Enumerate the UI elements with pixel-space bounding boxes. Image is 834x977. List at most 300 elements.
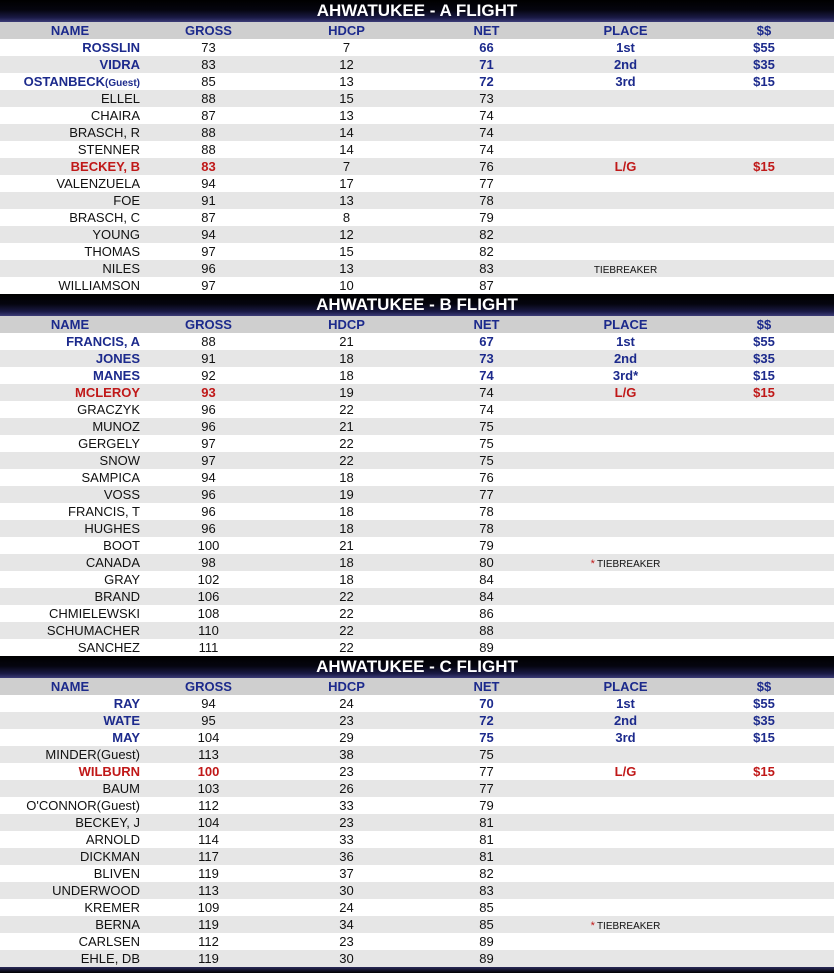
player-name — [0, 639, 140, 656]
gross-score: 100 — [197, 764, 220, 779]
table-row — [0, 695, 834, 712]
handicap: 7 — [342, 40, 351, 55]
net-score: 76 — [479, 159, 494, 174]
column-header-net: NET — [473, 317, 500, 332]
place — [557, 175, 694, 192]
prize-money: $35 — [753, 57, 775, 72]
column-header-gross: GROSS — [185, 317, 232, 332]
table-row — [0, 418, 834, 435]
player-name — [0, 73, 140, 90]
gross-score: 98 — [201, 555, 216, 570]
place: L/G — [614, 385, 637, 400]
prize-money — [694, 537, 834, 554]
handicap: 23 — [339, 934, 354, 949]
column-header-hdcp: HDCP — [328, 23, 365, 38]
table-row — [0, 469, 834, 486]
prize-money: $55 — [753, 334, 775, 349]
place: 2nd — [613, 713, 638, 728]
flight-section — [0, 656, 834, 967]
place: 3rd — [615, 74, 636, 89]
column-header-place: PLACE — [603, 23, 648, 38]
handicap: 12 — [339, 57, 354, 72]
prize-money — [694, 639, 834, 656]
net-score: 83 — [479, 261, 494, 276]
net-score: 75 — [479, 453, 494, 468]
player-name — [0, 384, 140, 401]
flight-section — [0, 0, 834, 294]
gross-score: 104 — [197, 730, 220, 745]
player-name-text: MINDER(Guest) — [45, 747, 140, 762]
net-score: 85 — [479, 917, 494, 932]
gross-score: 83 — [201, 57, 216, 72]
place: 3rd — [615, 730, 636, 745]
bottom-divider — [0, 967, 834, 973]
handicap: 30 — [339, 883, 354, 898]
gross-score: 94 — [201, 470, 216, 485]
gross-score: 106 — [197, 589, 220, 604]
prize-money — [694, 469, 834, 486]
handicap: 23 — [339, 713, 354, 728]
place — [557, 950, 694, 967]
place — [557, 226, 694, 243]
handicap: 24 — [339, 900, 354, 915]
flight-title: AHWATUKEE - B FLIGHT — [0, 294, 834, 316]
prize-money — [694, 554, 834, 571]
prize-money: $15 — [753, 764, 775, 779]
prize-money — [694, 882, 834, 899]
handicap: 21 — [339, 334, 354, 349]
net-score: 77 — [479, 487, 494, 502]
player-name — [0, 277, 140, 294]
place — [557, 639, 694, 656]
prize-money: $55 — [753, 40, 775, 55]
net-score: 85 — [479, 900, 494, 915]
player-name — [0, 746, 140, 763]
net-score: 88 — [479, 623, 494, 638]
flight-title: AHWATUKEE - A FLIGHT — [0, 0, 834, 22]
gross-score: 88 — [201, 334, 216, 349]
prize-money — [694, 746, 834, 763]
player-name — [0, 950, 140, 967]
player-name-text: SNOW — [99, 453, 140, 468]
player-name-text: FOE — [113, 193, 140, 208]
player-name-text: MAY — [112, 730, 140, 745]
net-score: 79 — [479, 538, 494, 553]
table-row — [0, 56, 834, 73]
table-row — [0, 435, 834, 452]
player-name-text: CHAIRA — [90, 108, 140, 123]
place — [557, 277, 694, 294]
player-name-text: CARLSEN — [78, 934, 140, 949]
prize-money — [694, 605, 834, 622]
gross-score: 83 — [201, 159, 216, 174]
player-name-text: BECKEY, B — [70, 159, 140, 174]
place: 2nd — [613, 57, 638, 72]
player-name — [0, 588, 140, 605]
asterisk-mark: * — [590, 920, 595, 932]
player-name — [0, 831, 140, 848]
player-name-text: VALENZUELA — [56, 176, 140, 191]
prize-money — [694, 124, 834, 141]
column-header-hdcp: HDCP — [328, 317, 365, 332]
table-row — [0, 367, 834, 384]
handicap: 22 — [339, 402, 354, 417]
table-row — [0, 933, 834, 950]
player-name-text: DICKMAN — [80, 849, 140, 864]
place: L/G — [614, 764, 637, 779]
table-row — [0, 622, 834, 639]
player-name-text: BAUM — [102, 781, 140, 796]
prize-money — [694, 209, 834, 226]
player-name — [0, 537, 140, 554]
net-score: 72 — [479, 74, 494, 89]
player-name — [0, 226, 140, 243]
handicap: 8 — [342, 210, 351, 225]
net-score: 75 — [479, 436, 494, 451]
player-name-text: SCHUMACHER — [46, 623, 140, 638]
net-score: 82 — [479, 227, 494, 242]
player-name — [0, 763, 140, 780]
place — [557, 622, 694, 639]
column-header-money: $$ — [756, 23, 772, 38]
prize-money — [694, 107, 834, 124]
place: 1st — [616, 40, 635, 55]
net-score: 78 — [479, 504, 494, 519]
player-name-text: EHLE, DB — [80, 951, 140, 966]
net-score: 89 — [479, 640, 494, 655]
column-header-gross: GROSS — [185, 23, 232, 38]
table-row — [0, 746, 834, 763]
net-score: 75 — [479, 419, 494, 434]
player-name-text: BECKEY, J — [75, 815, 140, 830]
table-row — [0, 865, 834, 882]
handicap: 18 — [339, 555, 354, 570]
net-score: 82 — [479, 866, 494, 881]
player-name — [0, 865, 140, 882]
player-name-text: BOOT — [103, 538, 140, 553]
place — [557, 571, 694, 588]
player-name-text: BRASCH, R — [69, 125, 140, 140]
net-score: 86 — [479, 606, 494, 621]
prize-money — [694, 243, 834, 260]
handicap: 22 — [339, 623, 354, 638]
player-name — [0, 260, 140, 277]
player-name — [0, 367, 140, 384]
handicap: 24 — [339, 696, 354, 711]
handicap: 7 — [342, 159, 351, 174]
net-score: 73 — [479, 91, 494, 106]
handicap: 37 — [339, 866, 354, 881]
table-row — [0, 780, 834, 797]
player-name-text: ARNOLD — [85, 832, 140, 847]
prize-money — [694, 418, 834, 435]
player-name-text: ELLEL — [100, 91, 140, 106]
gross-score: 96 — [201, 521, 216, 536]
net-score: 74 — [479, 125, 494, 140]
player-name — [0, 882, 140, 899]
player-name — [0, 401, 140, 418]
table-row — [0, 520, 834, 537]
table-row — [0, 797, 834, 814]
net-score: 84 — [479, 572, 494, 587]
place — [557, 848, 694, 865]
player-name — [0, 418, 140, 435]
player-name — [0, 916, 140, 933]
table-row — [0, 175, 834, 192]
handicap: 15 — [339, 244, 354, 259]
player-name — [0, 571, 140, 588]
table-row — [0, 882, 834, 899]
handicap: 22 — [339, 436, 354, 451]
place — [557, 899, 694, 916]
handicap: 29 — [339, 730, 354, 745]
player-name — [0, 452, 140, 469]
net-score: 81 — [479, 815, 494, 830]
table-row — [0, 107, 834, 124]
player-name-text: STENNER — [77, 142, 140, 157]
column-header-name: NAME — [50, 317, 90, 332]
gross-score: 94 — [201, 176, 216, 191]
prize-money — [694, 435, 834, 452]
prize-money — [694, 192, 834, 209]
table-row — [0, 226, 834, 243]
prize-money — [694, 933, 834, 950]
handicap: 21 — [339, 419, 354, 434]
guest-label: (Guest) — [105, 78, 140, 89]
column-header-net: NET — [473, 679, 500, 694]
handicap: 17 — [339, 176, 354, 191]
prize-money — [694, 814, 834, 831]
prize-money — [694, 486, 834, 503]
prize-money — [694, 571, 834, 588]
handicap: 12 — [339, 227, 354, 242]
handicap: 34 — [339, 917, 354, 932]
table-row — [0, 605, 834, 622]
gross-score: 96 — [201, 261, 216, 276]
gross-score: 111 — [198, 640, 219, 655]
table-row — [0, 141, 834, 158]
table-row — [0, 831, 834, 848]
prize-money: $15 — [753, 368, 775, 383]
handicap: 30 — [339, 951, 354, 966]
prize-money — [694, 226, 834, 243]
place — [557, 933, 694, 950]
prize-money: $15 — [753, 730, 775, 745]
column-header-net: NET — [473, 23, 500, 38]
prize-money — [694, 916, 834, 933]
prize-money — [694, 175, 834, 192]
net-score: 77 — [479, 176, 494, 191]
table-row — [0, 260, 834, 277]
tiebreaker-note — [594, 265, 657, 276]
net-score: 89 — [479, 951, 494, 966]
place — [557, 418, 694, 435]
table-row — [0, 588, 834, 605]
gross-score: 108 — [197, 606, 220, 621]
player-name — [0, 729, 140, 746]
table-row — [0, 486, 834, 503]
player-name-text: GERGELY — [78, 436, 140, 451]
table-row — [0, 554, 834, 571]
gross-score: 113 — [198, 747, 219, 762]
place: 3rd* — [612, 368, 639, 383]
table-row — [0, 384, 834, 401]
player-name — [0, 56, 140, 73]
table-row — [0, 712, 834, 729]
column-header-name: NAME — [50, 23, 90, 38]
column-header-place: PLACE — [603, 679, 648, 694]
player-name-text: NILES — [102, 261, 140, 276]
net-score: 75 — [479, 730, 494, 745]
tiebreaker-text: TIEBREAKER — [596, 921, 661, 932]
net-score: 80 — [479, 555, 494, 570]
player-name — [0, 486, 140, 503]
gross-score: 97 — [201, 436, 216, 451]
player-name — [0, 192, 140, 209]
gross-score: 85 — [201, 74, 216, 89]
column-header-row — [0, 678, 834, 695]
player-name — [0, 90, 140, 107]
handicap: 19 — [339, 385, 354, 400]
gross-score: 114 — [198, 832, 219, 847]
handicap: 13 — [339, 74, 354, 89]
table-row — [0, 639, 834, 656]
prize-money — [694, 950, 834, 967]
net-score: 76 — [479, 470, 494, 485]
prize-money: $15 — [753, 74, 775, 89]
gross-score: 88 — [201, 91, 216, 106]
place — [557, 243, 694, 260]
player-name — [0, 333, 140, 350]
place — [557, 469, 694, 486]
prize-money: $35 — [753, 713, 775, 728]
net-score: 81 — [479, 832, 494, 847]
table-row — [0, 124, 834, 141]
net-score: 83 — [479, 883, 494, 898]
gross-score: 110 — [198, 623, 219, 638]
place — [557, 452, 694, 469]
table-row — [0, 899, 834, 916]
prize-money — [694, 780, 834, 797]
player-name-text: CANADA — [85, 555, 140, 570]
gross-score: 96 — [201, 419, 216, 434]
table-row — [0, 729, 834, 746]
handicap: 22 — [339, 453, 354, 468]
table-row — [0, 452, 834, 469]
handicap: 33 — [339, 832, 354, 847]
place — [557, 605, 694, 622]
gross-score: 88 — [201, 125, 216, 140]
prize-money — [694, 831, 834, 848]
net-score: 82 — [479, 244, 494, 259]
column-header-gross: GROSS — [185, 679, 232, 694]
player-name — [0, 695, 140, 712]
handicap: 18 — [339, 572, 354, 587]
handicap: 21 — [339, 538, 354, 553]
net-score: 74 — [479, 385, 494, 400]
gross-score: 113 — [198, 883, 219, 898]
place — [557, 554, 694, 571]
place — [557, 865, 694, 882]
handicap: 36 — [339, 849, 354, 864]
table-row — [0, 848, 834, 865]
net-score: 84 — [479, 589, 494, 604]
table-row — [0, 39, 834, 56]
place — [557, 831, 694, 848]
player-name-text: BLIVEN — [93, 866, 140, 881]
gross-score: 96 — [201, 487, 216, 502]
place — [557, 192, 694, 209]
gross-score: 112 — [198, 798, 219, 813]
handicap: 13 — [339, 261, 354, 276]
prize-money — [694, 452, 834, 469]
place — [557, 780, 694, 797]
net-score: 79 — [479, 210, 494, 225]
place — [557, 401, 694, 418]
handicap: 26 — [339, 781, 354, 796]
player-name-text: ROSSLIN — [82, 40, 140, 55]
net-score: 89 — [479, 934, 494, 949]
handicap: 18 — [339, 504, 354, 519]
gross-score: 95 — [201, 713, 216, 728]
net-score: 67 — [479, 334, 494, 349]
net-score: 74 — [479, 142, 494, 157]
player-name — [0, 814, 140, 831]
player-name-text: FRANCIS, T — [68, 504, 140, 519]
player-name-text: VOSS — [103, 487, 140, 502]
player-name-text: MUNOZ — [92, 419, 140, 434]
handicap: 10 — [339, 278, 354, 293]
net-score: 75 — [479, 747, 494, 762]
player-name-text: WILBURN — [78, 764, 140, 779]
table-row — [0, 277, 834, 294]
gross-score: 109 — [197, 900, 220, 915]
handicap: 38 — [339, 747, 354, 762]
player-name — [0, 554, 140, 571]
player-name-text: SAMPICA — [81, 470, 140, 485]
place — [557, 814, 694, 831]
table-row — [0, 333, 834, 350]
player-name-text: SANCHEZ — [77, 640, 140, 655]
player-name-text: KREMER — [84, 900, 140, 915]
flight-title: AHWATUKEE - C FLIGHT — [0, 656, 834, 678]
place — [557, 916, 694, 933]
handicap: 13 — [339, 108, 354, 123]
net-score: 78 — [479, 193, 494, 208]
place — [557, 537, 694, 554]
prize-money — [694, 865, 834, 882]
tiebreaker-note — [591, 559, 661, 570]
tiebreaker-note — [591, 921, 661, 932]
place — [557, 486, 694, 503]
handicap: 23 — [339, 815, 354, 830]
net-score: 78 — [479, 521, 494, 536]
player-name-text: WILLIAMSON — [58, 278, 140, 293]
gross-score: 87 — [201, 108, 216, 123]
player-name-text: CHMIELEWSKI — [48, 606, 140, 621]
tiebreaker-text: TIEBREAKER — [593, 265, 658, 276]
player-name-text: GRAY — [104, 572, 140, 587]
gross-score: 94 — [201, 227, 216, 242]
place — [557, 797, 694, 814]
place — [557, 588, 694, 605]
net-score: 66 — [479, 40, 494, 55]
player-name — [0, 712, 140, 729]
player-name — [0, 503, 140, 520]
player-name — [0, 435, 140, 452]
player-name-text: OSTANBECK — [23, 74, 105, 89]
player-name — [0, 780, 140, 797]
